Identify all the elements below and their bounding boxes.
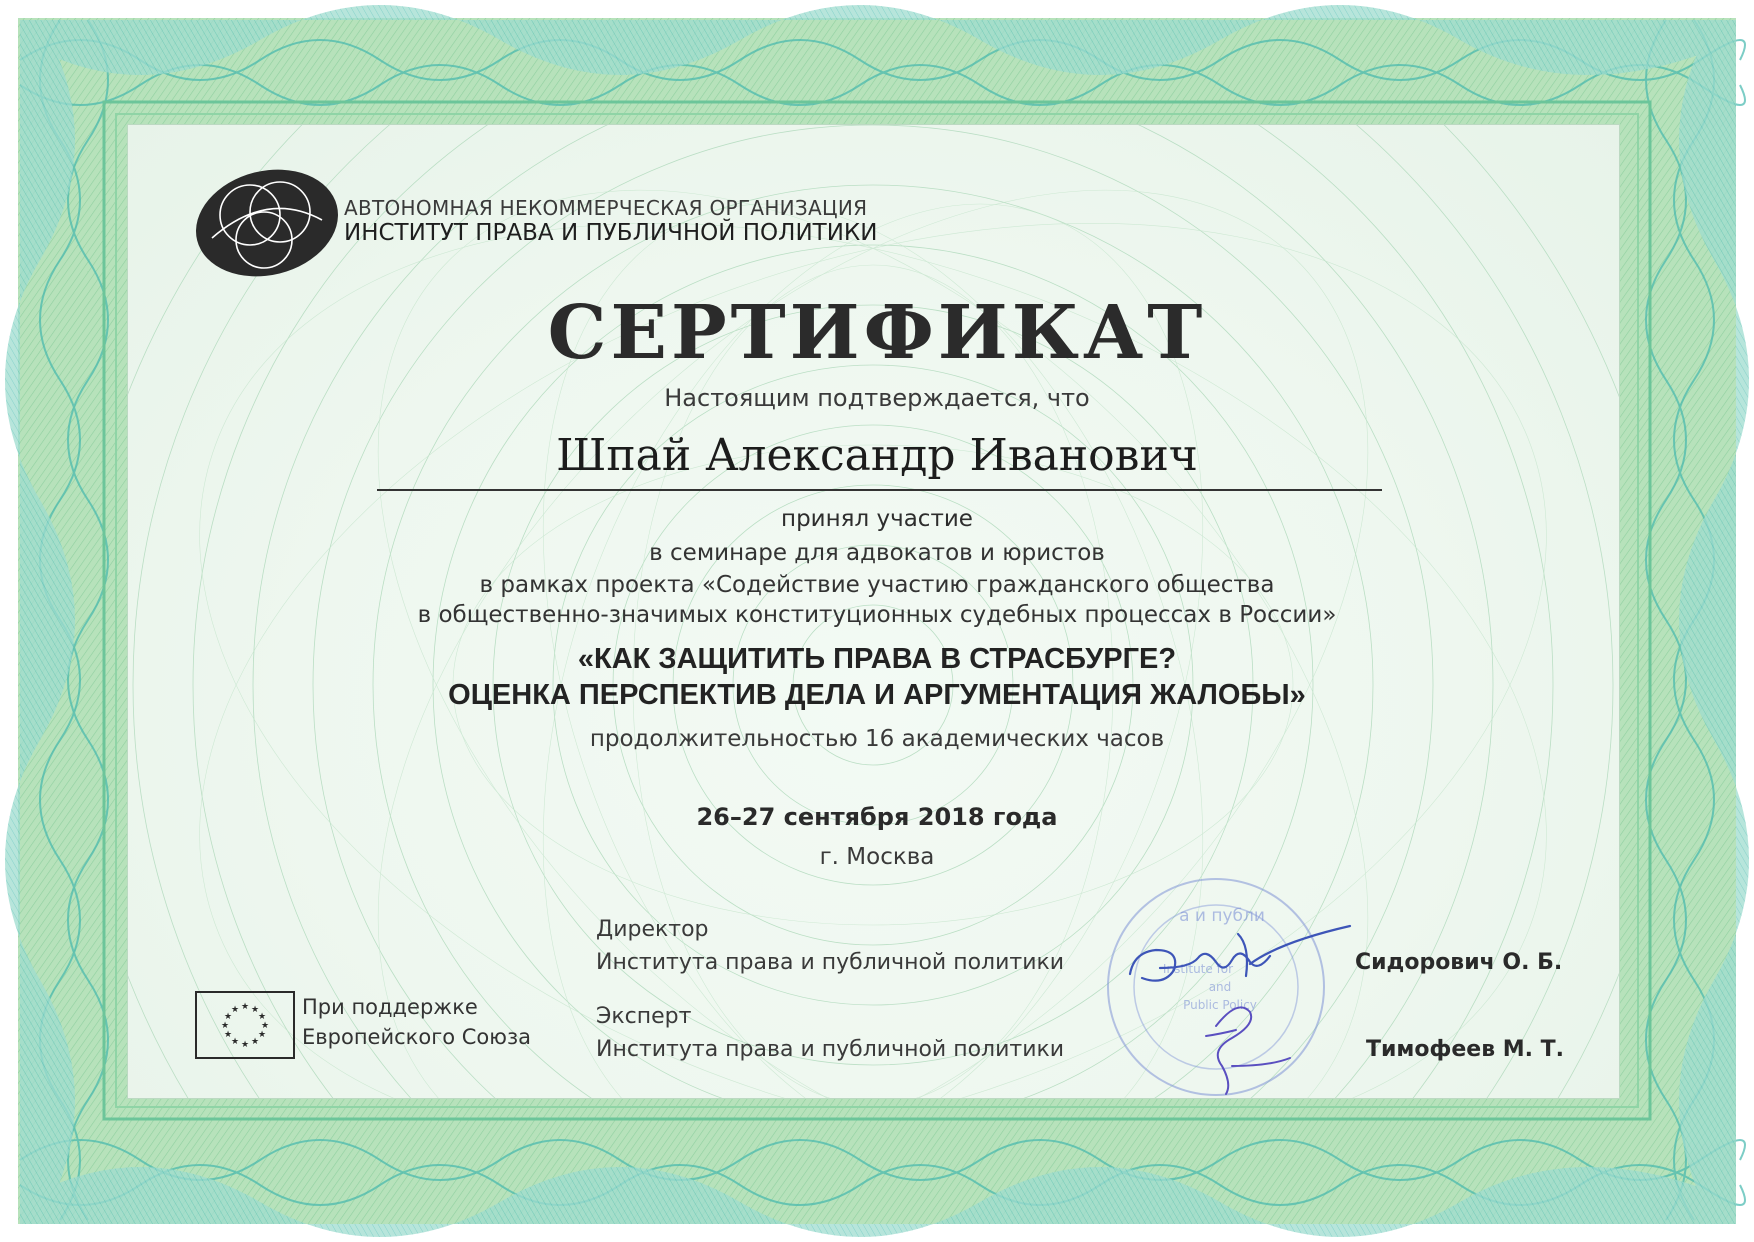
svg-text:★: ★	[220, 1021, 230, 1031]
seminar-city: г. Москва	[819, 844, 935, 870]
expert-name: Тимофеев М. Т.	[1366, 1037, 1565, 1062]
svg-text:Public Policy: Public Policy	[1183, 998, 1257, 1012]
svg-text:★: ★	[230, 1005, 240, 1015]
svg-text:★: ★	[250, 1005, 260, 1015]
course-duration: продолжительностью 16 академических часов	[589, 726, 1165, 752]
svg-text:★: ★	[230, 1037, 240, 1047]
eu-flag-icon	[195, 991, 295, 1059]
svg-text:а и публи: а и публи	[1179, 906, 1265, 926]
confirmation-text: Настоящим подтверждается, что	[664, 384, 1090, 412]
participation-text: принял участие	[781, 506, 973, 532]
seminar-description-line2: в рамках проекта «Содействие участию гражданского общества	[479, 572, 1275, 598]
seminar-description-line1: в семинаре для адвокатов и юристов	[649, 540, 1105, 566]
svg-text:★: ★	[260, 1021, 270, 1031]
svg-text:★: ★	[240, 1002, 250, 1012]
svg-text:★: ★	[257, 1030, 267, 1040]
expert-title: Эксперт	[596, 1004, 692, 1029]
svg-text:★: ★	[223, 1030, 233, 1040]
expert-organization: Института права и публичной политики	[596, 1037, 1065, 1062]
eu-support-line1: При поддержке	[302, 995, 478, 1019]
institute-logo-icon	[192, 160, 342, 280]
svg-text:★: ★	[240, 1040, 250, 1050]
certificate-title: СЕРТИФИКАТ	[547, 290, 1207, 376]
eu-support-line2: Европейского Союза	[302, 1025, 531, 1049]
director-title: Директор	[596, 917, 709, 942]
svg-text:★: ★	[223, 1012, 233, 1022]
director-name: Сидорович О. Б.	[1355, 950, 1563, 975]
svg-text:★: ★	[257, 1012, 267, 1022]
name-underline	[377, 489, 1382, 491]
svg-text:★: ★	[250, 1037, 260, 1047]
handwritten-signatures	[1120, 916, 1360, 1096]
seminar-description-line3: в общественно-значимых конституционных судебных процессах в России»	[417, 602, 1337, 628]
organization-name: ИНСТИТУТ ПРАВА И ПУБЛИЧНОЙ ПОЛИТИКИ	[344, 220, 878, 246]
director-organization: Института права и публичной политики	[596, 950, 1065, 975]
seminar-dates: 26–27 сентября 2018 года	[696, 803, 1058, 831]
svg-text:Institute for: Institute for	[1162, 962, 1234, 976]
svg-text:and: and	[1208, 980, 1232, 994]
organization-type: АВТОНОМНАЯ НЕКОММЕРЧЕСКАЯ ОРГАНИЗАЦИЯ	[344, 196, 868, 220]
course-title-line2: ОЦЕНКА ПЕРСПЕКТИВ ДЕЛА И АРГУМЕНТАЦИЯ ЖАЛОБЫ»	[448, 679, 1306, 711]
course-title-line1: «КАК ЗАЩИТИТЬ ПРАВА В СТРАСБУРГЕ?	[577, 643, 1177, 675]
recipient-name: Шпай Александр Иванович	[556, 430, 1198, 481]
